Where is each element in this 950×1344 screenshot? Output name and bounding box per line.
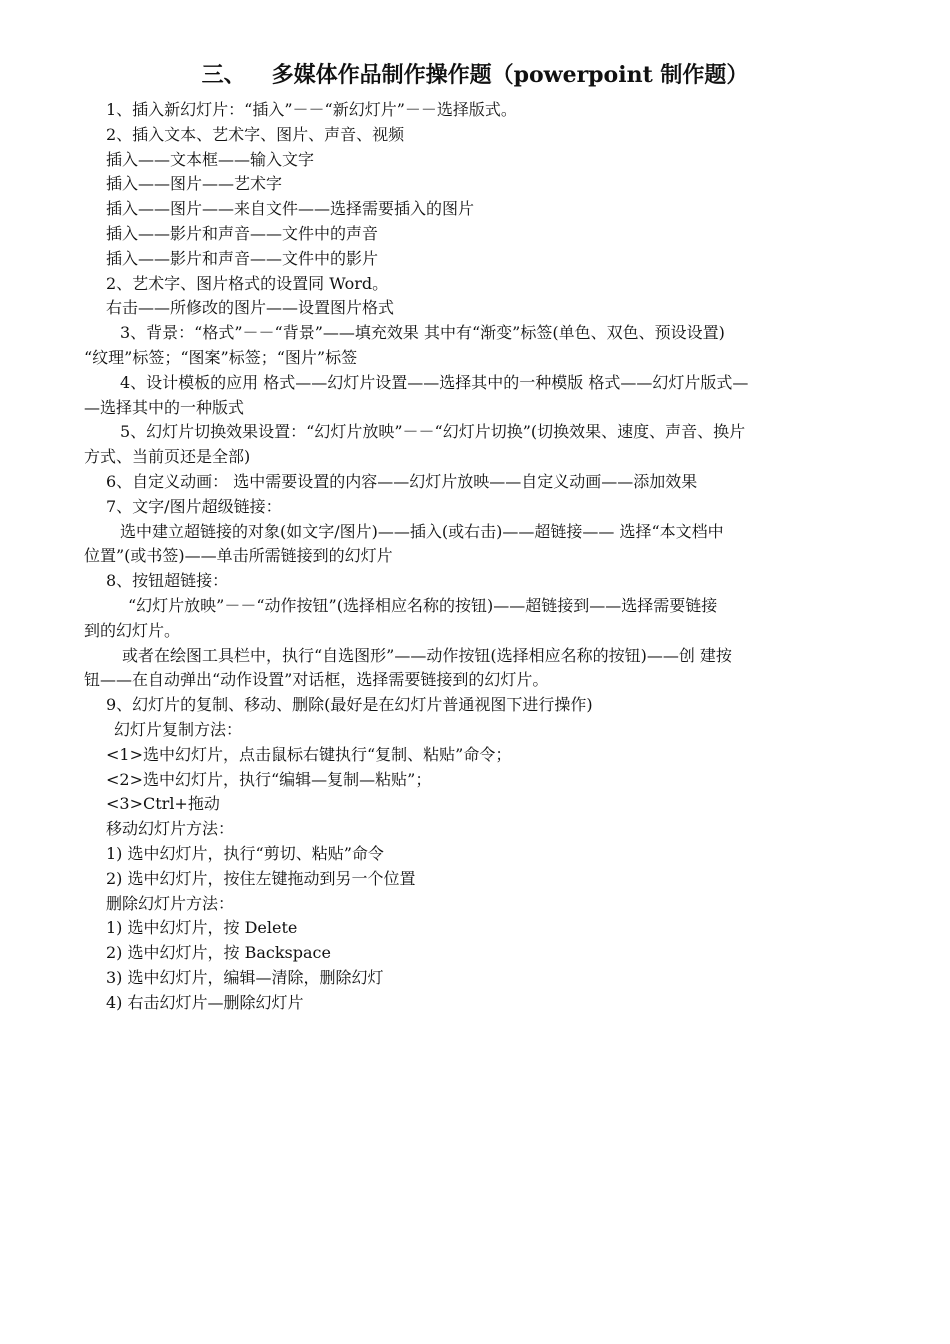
text-line: 2、插入文本、艺术字、图片、声音、视频 <box>106 124 405 144</box>
text-line: 1、插入新幻灯片：“插入”－－“新幻灯片”－－选择版式。 <box>106 100 517 119</box>
section-title: 多媒体作品制作操作题（powerpoint 制作题） <box>271 62 749 88</box>
text-line: 到的幻灯片。 <box>84 620 181 640</box>
text-line: 1) 选中幻灯片，执行“剪切、粘贴”命令 <box>106 843 384 863</box>
text-line: 3、背景：“格式”－－“背景”——填充效果 其中有“渐变”标签(单色、双色、预设设置) <box>120 323 725 343</box>
text-line: 插入——影片和声音——文件中的影片 <box>106 248 379 268</box>
text-line: <3>Ctrl+拖动 <box>106 794 220 814</box>
text-line: “幻灯片放映”－－“动作按钮”(选择相应名称的按钮)——超链接到——选择需要链接 <box>128 595 718 615</box>
text-line: 插入——文本框——输入文字 <box>106 149 315 169</box>
text-line: 7、文字/图片超级链接： <box>106 496 282 516</box>
text-line: <2>选中幻灯片，执行“编辑—复制—粘贴”； <box>106 769 432 789</box>
text-line: 4) 右击幻灯片—删除幻灯片 <box>106 992 304 1012</box>
text-line: “纹理”标签；“图案”标签；“图片”标签 <box>84 347 358 367</box>
text-line: 1) 选中幻灯片，按 Delete <box>106 918 298 938</box>
text-line: 删除幻灯片方法： <box>106 893 235 913</box>
text-line: 选中建立超链接的对象(如文字/图片)——插入(或右击)——超链接—— 选择“本文档中 <box>120 521 724 541</box>
text-line: 移动幻灯片方法： <box>106 819 235 839</box>
text-line: 2) 选中幻灯片，按 Backspace <box>106 943 331 963</box>
text-line: 2、艺术字、图片格式的设置同 Word。 <box>106 273 389 293</box>
text-line: 幻灯片复制方法： <box>114 719 243 739</box>
text-line: 位置”(或书签)——单击所需链接到的幻灯片 <box>84 546 393 566</box>
text-line: 插入——图片——艺术字 <box>106 174 283 194</box>
text-line: 3) 选中幻灯片，编辑—清除，删除幻灯 <box>106 967 384 987</box>
section-number: 三、 <box>201 62 246 88</box>
text-line: 右击——所修改的图片——设置图片格式 <box>106 298 395 318</box>
text-line: 插入——影片和声音——文件中的声音 <box>106 223 379 243</box>
page-title <box>0 60 950 90</box>
text-line: 或者在绘图工具栏中，执行“自选图形”——动作按钮(选择相应名称的按钮)——创 建按 <box>122 645 732 665</box>
document-body <box>84 98 884 1015</box>
text-line: 8、按钮超链接： <box>106 571 229 591</box>
text-line: 6、自定义动画： 选中需要设置的内容——幻灯片放映——自定义动画——添加效果 <box>106 471 698 491</box>
text-line: 钮——在自动弹出“动作设置”对话框，选择需要链接到的幻灯片。 <box>84 670 549 690</box>
text-line: 2) 选中幻灯片，按住左键拖动到另一个位置 <box>106 868 416 888</box>
text-line: 9、幻灯片的复制、移动、删除(最好是在幻灯片普通视图下进行操作) <box>106 695 593 715</box>
text-line: 方式、当前页还是全部) <box>84 447 251 467</box>
text-line: 5、幻灯片切换效果设置：“幻灯片放映”－－“幻灯片切换”(切换效果、速度、声音、换片 <box>120 422 746 442</box>
text-line: 插入——图片——来自文件——选择需要插入的图片 <box>106 199 475 219</box>
text-line: 4、设计模板的应用 格式——幻灯片设置——选择其中的一种模版 格式——幻灯片版式— <box>120 372 749 392</box>
text-line: —选择其中的一种版式 <box>84 397 245 417</box>
text-line: <1>选中幻灯片，点击鼠标右键执行“复制、粘贴”命令； <box>106 744 512 764</box>
